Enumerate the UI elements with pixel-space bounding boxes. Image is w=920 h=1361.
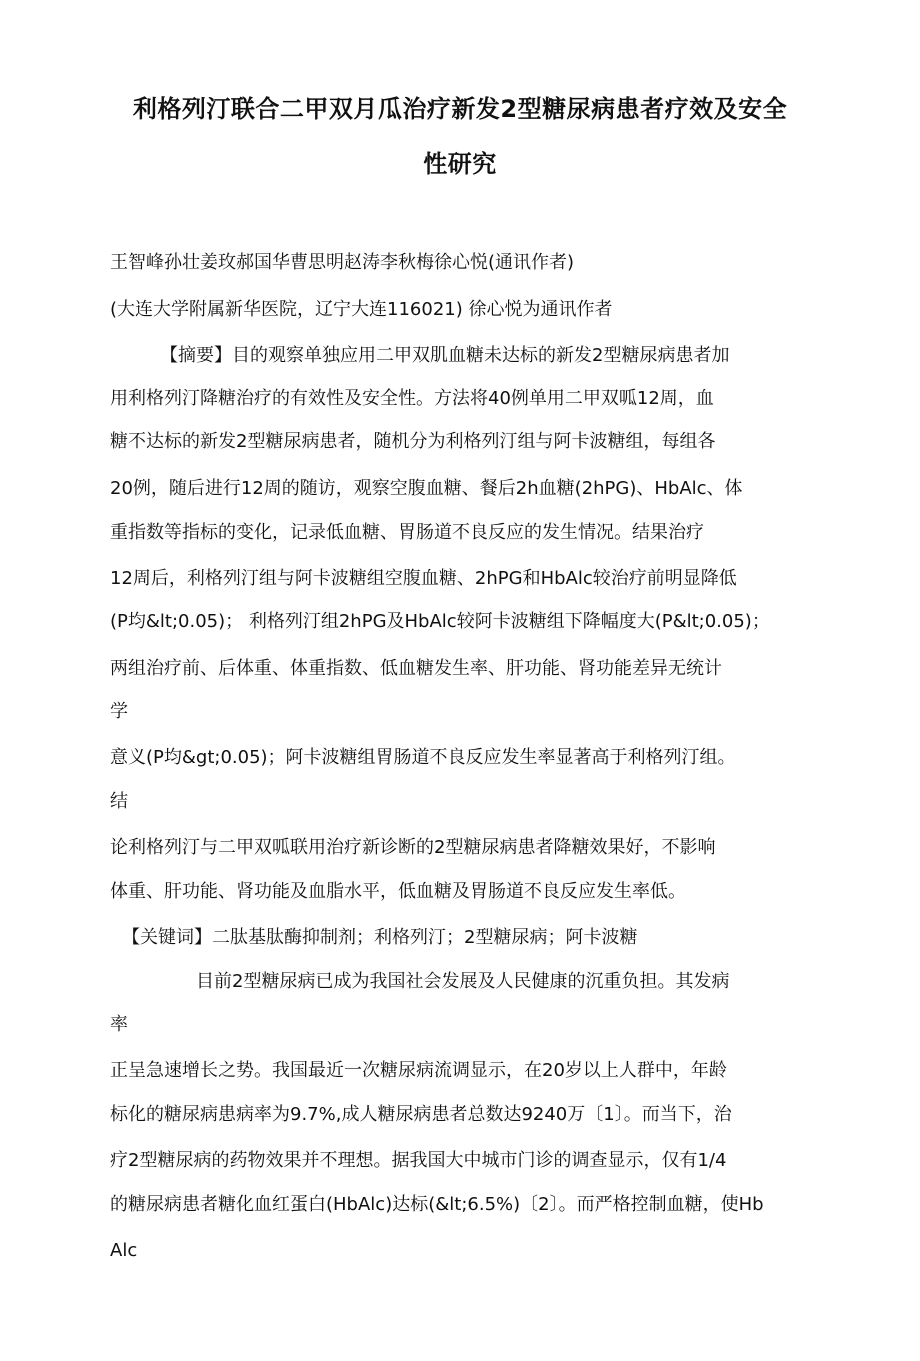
body-line: 的糖尿病患者糖化血红蛋白(HbAlc)达标(&lt;6.5%)〔2〕。而严格控制血糖，使Hb [110, 1194, 764, 1215]
abstract-line: 两组治疗前、后体重、体重指数、低血糖发生率、肝功能、肾功能差异无统计 [110, 658, 722, 679]
body-line: 目前2型糖尿病已成为我国社会发展及人民健康的沉重负担。其发病 [196, 971, 730, 992]
abstract-line: 12周后，利格列汀组与阿卡波糖组空腹血糖、2hPG和HbAlc较治疗前明显降低 [110, 568, 737, 589]
body-line: 标化的糖尿病患病率为9.7%,成人糖尿病患者总数达9240万〔1〕。而当下，治 [110, 1104, 732, 1125]
abstract-line: 20例，随后进行12周的随访，观察空腹血糖、餐后2h血糖(2hPG)、HbAlc、体 [110, 478, 743, 499]
abstract-line: 体重、肝功能、肾功能及血脂水平，低血糖及胃肠道不良反应发生率低。 [110, 881, 686, 902]
author-list: 王智峰孙壮姜玫郝国华曹思明赵涛李秋梅徐心悦(通讯作者) [110, 252, 575, 273]
abstract-line: (P均&lt;0.05)； 利格列汀组2hPG及HbAlc较阿卡波糖组下降幅度大(P&lt;0.05)； [110, 611, 770, 632]
affiliation: (大连大学附属新华医院，辽宁大连116021) 徐心悦为通讯作者 [110, 299, 613, 320]
abstract-line: 糖不达标的新发2型糖尿病患者，随机分为利格列汀组与阿卡波糖组，每组各 [110, 431, 716, 452]
body-line: 正呈急速增长之势。我国最近一次糖尿病流调显示，在20岁以上人群中，年龄 [110, 1060, 727, 1081]
keywords: 【关键词】二肽基肽酶抑制剂；利格列汀；2型糖尿病；阿卡波糖 [122, 927, 638, 948]
paper-title-line-1: 利格列汀联合二甲双月瓜治疗新发2型糖尿病患者疗效及安全 [132, 95, 788, 123]
body-line: 率 [110, 1014, 128, 1035]
abstract-line: 论利格列汀与二甲双呱联用治疗新诊断的2型糖尿病患者降糖效果好，不影响 [110, 837, 716, 858]
body-line: 疗2型糖尿病的药物效果并不理想。据我国大中城市门诊的调查显示，仅有1/4 [110, 1150, 727, 1171]
body-line: Alc [110, 1240, 138, 1261]
abstract-line: 结 [110, 791, 128, 812]
abstract-line: 【摘要】目的观察单独应用二甲双肌血糖未达标的新发2型糖尿病患者加 [160, 345, 730, 366]
abstract-line: 学 [110, 701, 128, 722]
abstract-line: 用利格列汀降糖治疗的有效性及安全性。方法将40例单用二甲双呱12周，血 [110, 388, 714, 409]
abstract-line: 意义(P均&gt;0.05)；阿卡波糖组胃肠道不良反应发生率显著高于利格列汀组。 [110, 747, 736, 768]
paper-title-line-2: 性研究 [423, 150, 497, 178]
paper-title [90, 82, 830, 192]
abstract-line: 重指数等指标的变化，记录低血糖、胃肠道不良反应的发生情况。结果治疗 [110, 522, 704, 543]
